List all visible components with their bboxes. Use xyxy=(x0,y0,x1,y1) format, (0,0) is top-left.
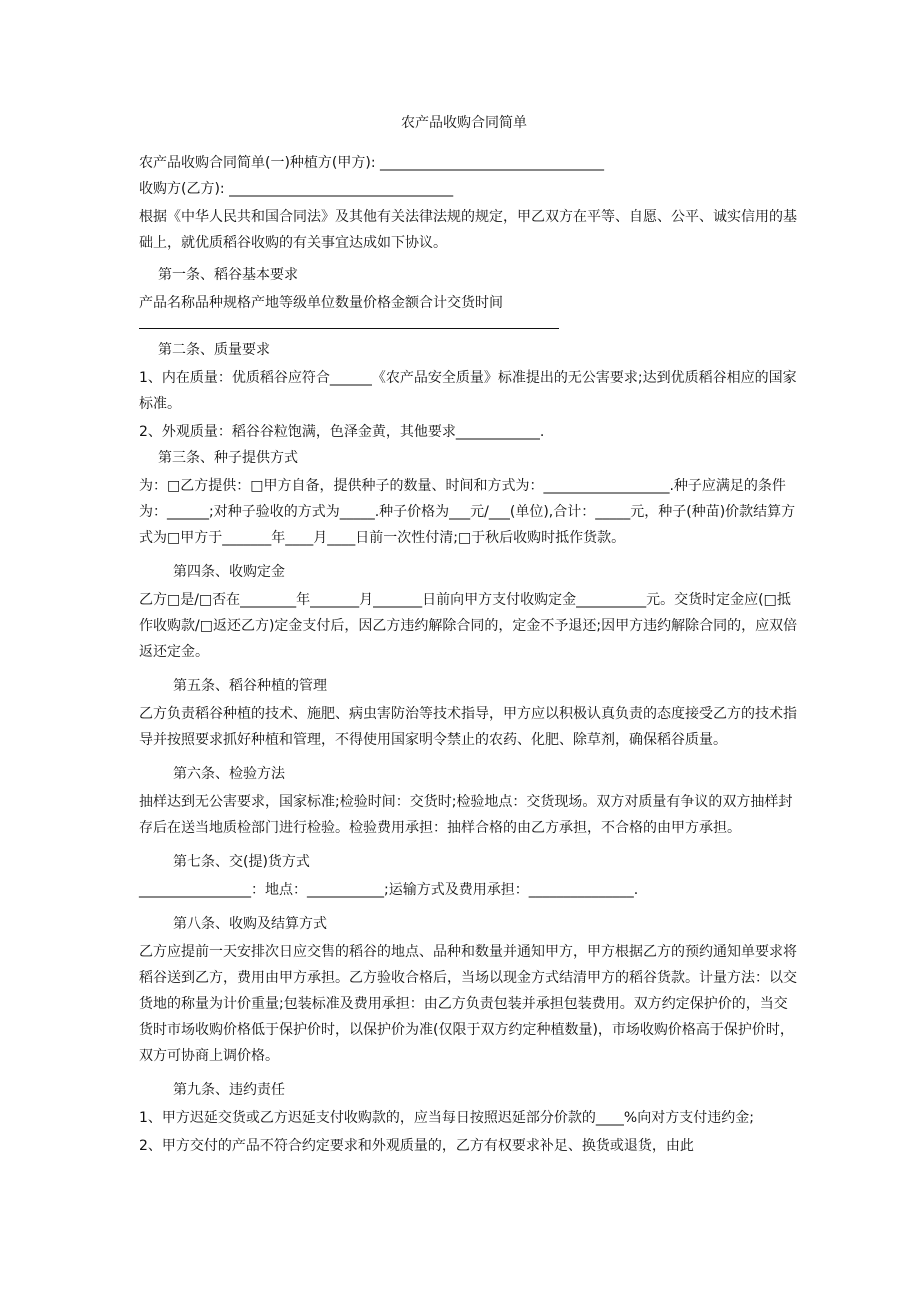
article3-body: 为：□乙方提供：□甲方自备，提供种子的数量、时间和方式为：__________________.种子应满足的条件为：______;对种子验收的方式为_____.种子价格为___元/___(单位),合计：_____元，种子(种苗)价款结算方式为□甲方于_______年____月____日前一次性付清;□于秋后收购时抵作货款。 xyxy=(139,478,796,546)
document-title: 农产品收购合同简单 xyxy=(401,115,527,131)
article4-heading: 第四条、收购定金 xyxy=(173,564,285,580)
article1-columns: 产品名称品种规格产地等级单位数量价格金额合计交货时间 xyxy=(139,295,503,311)
article9-heading: 第九条、违约责任 xyxy=(173,1082,285,1098)
party-a-line: 农产品收购合同简单(一)种植方(甲方): ________________________________ xyxy=(139,155,605,171)
article3-heading: 第三条、种子提供方式 xyxy=(158,450,298,466)
party-b-line: 收购方(乙方): ________________________________ xyxy=(139,181,454,197)
contract-page xyxy=(139,110,799,1159)
table-divider-line xyxy=(139,328,559,329)
article6-heading: 第六条、检验方法 xyxy=(173,766,285,782)
article2-heading: 第二条、质量要求 xyxy=(158,342,270,358)
article8-body: 乙方应提前一天安排次日应交售的稻谷的地点、品种和数量并通知甲方，甲方根据乙方的预约通知单要求将稻谷送到乙方，费用由甲方承担。乙方验收合格后，当场以现金方式结清甲方的稻谷货款。计量方法：以交货地的称量为计价重量;包装标准及费用承担：由乙方负责包装并承担包装费用。双方约定保护价的，当交货时市场收购价格低于保护价时，以保护价为准(仅限于双方约定种植数量)，市场收购价格高于保护价时，双方可协商上调价格。 xyxy=(139,944,797,1064)
article2-item1: 1、内在质量：优质稻谷应符合______《农产品安全质量》标准提出的无公害要求;达到优质稻谷相应的国家标准。 xyxy=(139,370,797,412)
article7-heading: 第七条、交(提)货方式 xyxy=(173,854,310,870)
article7-body: ________________：地点：___________;运输方式及费用承担：_______________. xyxy=(139,882,639,898)
article6-body: 抽样达到无公害要求，国家标准;检验时间：交货时;检验地点：交货现场。双方对质量有争议的双方抽样封存后在送当地质检部门进行检验。检验费用承担：抽样合格的由乙方承担，不合格的由甲方承担。 xyxy=(139,794,793,836)
article9-item2: 2、甲方交付的产品不符合约定要求和外观质量的，乙方有权要求补足、换货或退货，由此 xyxy=(139,1138,694,1154)
article1-heading: 第一条、稻谷基本要求 xyxy=(158,267,298,283)
article8-heading: 第八条、收购及结算方式 xyxy=(173,916,327,932)
preamble-paragraph: 根据《中华人民共和国合同法》及其他有关法律法规的规定，甲乙双方在平等、自愿、公平、诚实信用的基础上，就优质稻谷收购的有关事宜达成如下协议。 xyxy=(139,209,797,251)
article4-body: 乙方□是/□否在________年_______月_______日前向甲方支付收购定金__________元。交货时定金应(□抵作收购款/□返还乙方)定金支付后，因乙方违约解除合同的，定金不予退还;因甲方违约解除合同的，应双倍返还定金。 xyxy=(139,592,798,660)
article9-item1: 1、甲方迟延交货或乙方迟延支付收购款的，应当每日按照迟延部分价款的____%向对方支付违约金; xyxy=(139,1110,754,1126)
article5-heading: 第五条、稻谷种植的管理 xyxy=(173,678,327,694)
article5-body: 乙方负责稻谷种植的技术、施肥、病虫害防治等技术指导，甲方应以积极认真负责的态度接受乙方的技术指导并按照要求抓好种植和管理，不得使用国家明令禁止的农药、化肥、除草剂，确保稻谷质量。 xyxy=(139,706,797,748)
article2-item2: 2、外观质量：稻谷谷粒饱满，色泽金黄，其他要求____________. xyxy=(139,424,545,440)
